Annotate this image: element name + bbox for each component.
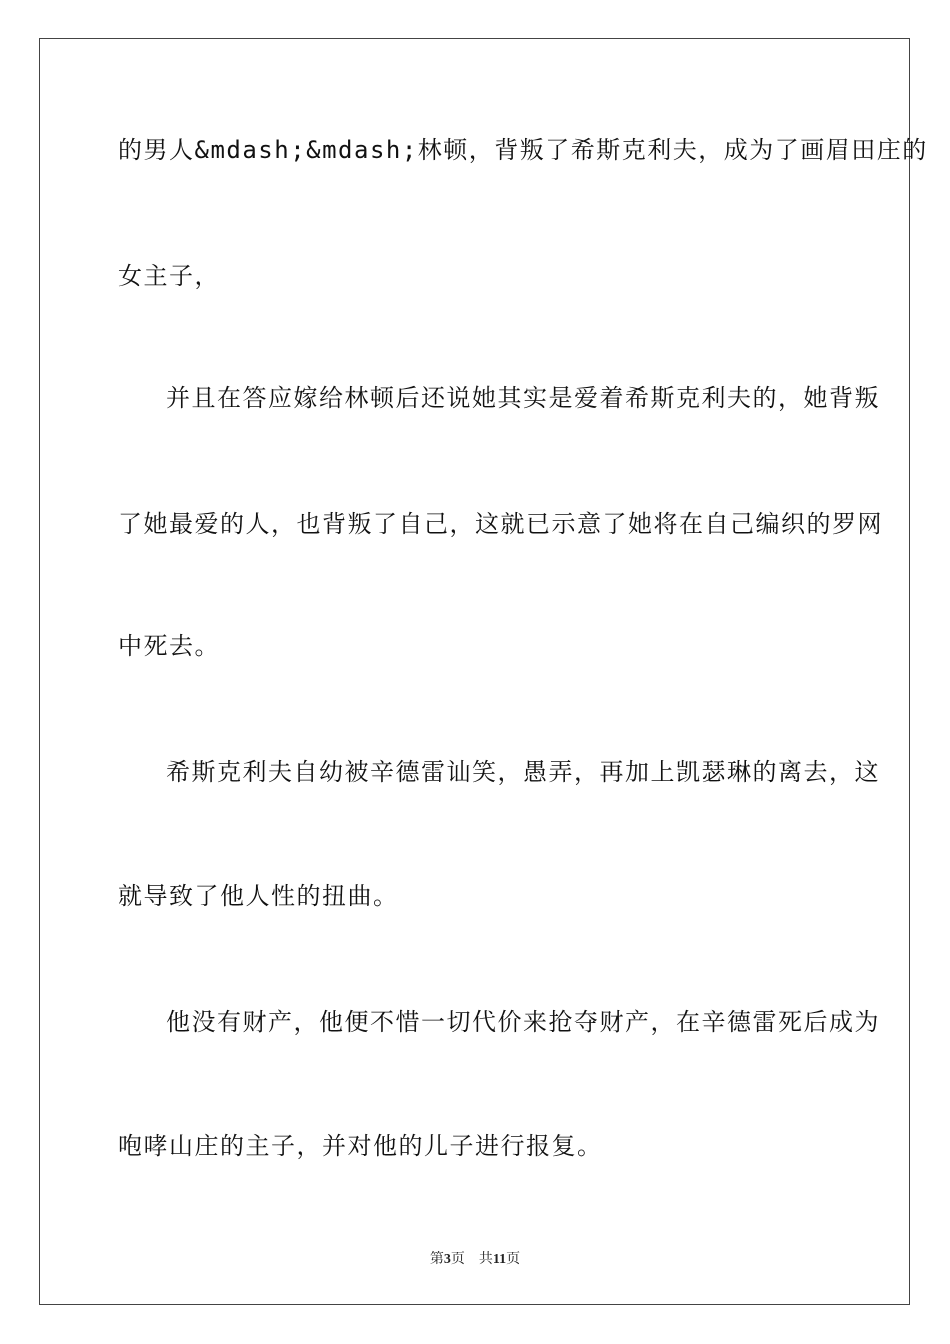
footer-total-suffix: 页 bbox=[506, 1252, 521, 1267]
text-line-1: 的男人&mdash;&mdash;林顿，背叛了希斯克利夫，成为了画眉田庄的 bbox=[118, 136, 928, 164]
footer-total-pages: 11 bbox=[492, 1252, 507, 1267]
footer-page-suffix: 页 bbox=[450, 1252, 465, 1267]
text-line-7: 就导致了他人性的扭曲。 bbox=[118, 882, 399, 910]
text-line-4: 了她最爱的人，也背叛了自己，这就已示意了她将在自己编织的罗网 bbox=[118, 510, 883, 538]
footer-total-prefix: 共 bbox=[478, 1252, 493, 1267]
footer-prefix: 第 bbox=[429, 1252, 444, 1267]
text-line-3: 并且在答应嫁给林顿后还说她其实是爱着希斯克利夫的，她背叛 bbox=[166, 384, 880, 412]
text-line-9: 咆哮山庄的主子，并对他的儿子进行报复。 bbox=[118, 1132, 603, 1160]
text-line-5: 中死去。 bbox=[118, 632, 220, 660]
text-line-6: 希斯克利夫自幼被辛德雷讪笑，愚弄，再加上凯瑟琳的离去，这 bbox=[166, 758, 880, 786]
page-border bbox=[39, 38, 910, 1305]
footer-page-number: 3 bbox=[443, 1252, 451, 1267]
page-footer bbox=[0, 1248, 950, 1268]
text-line-8: 他没有财产，他便不惜一切代价来抢夺财产，在辛德雷死后成为 bbox=[166, 1008, 880, 1036]
text-line-2: 女主子， bbox=[118, 262, 220, 290]
